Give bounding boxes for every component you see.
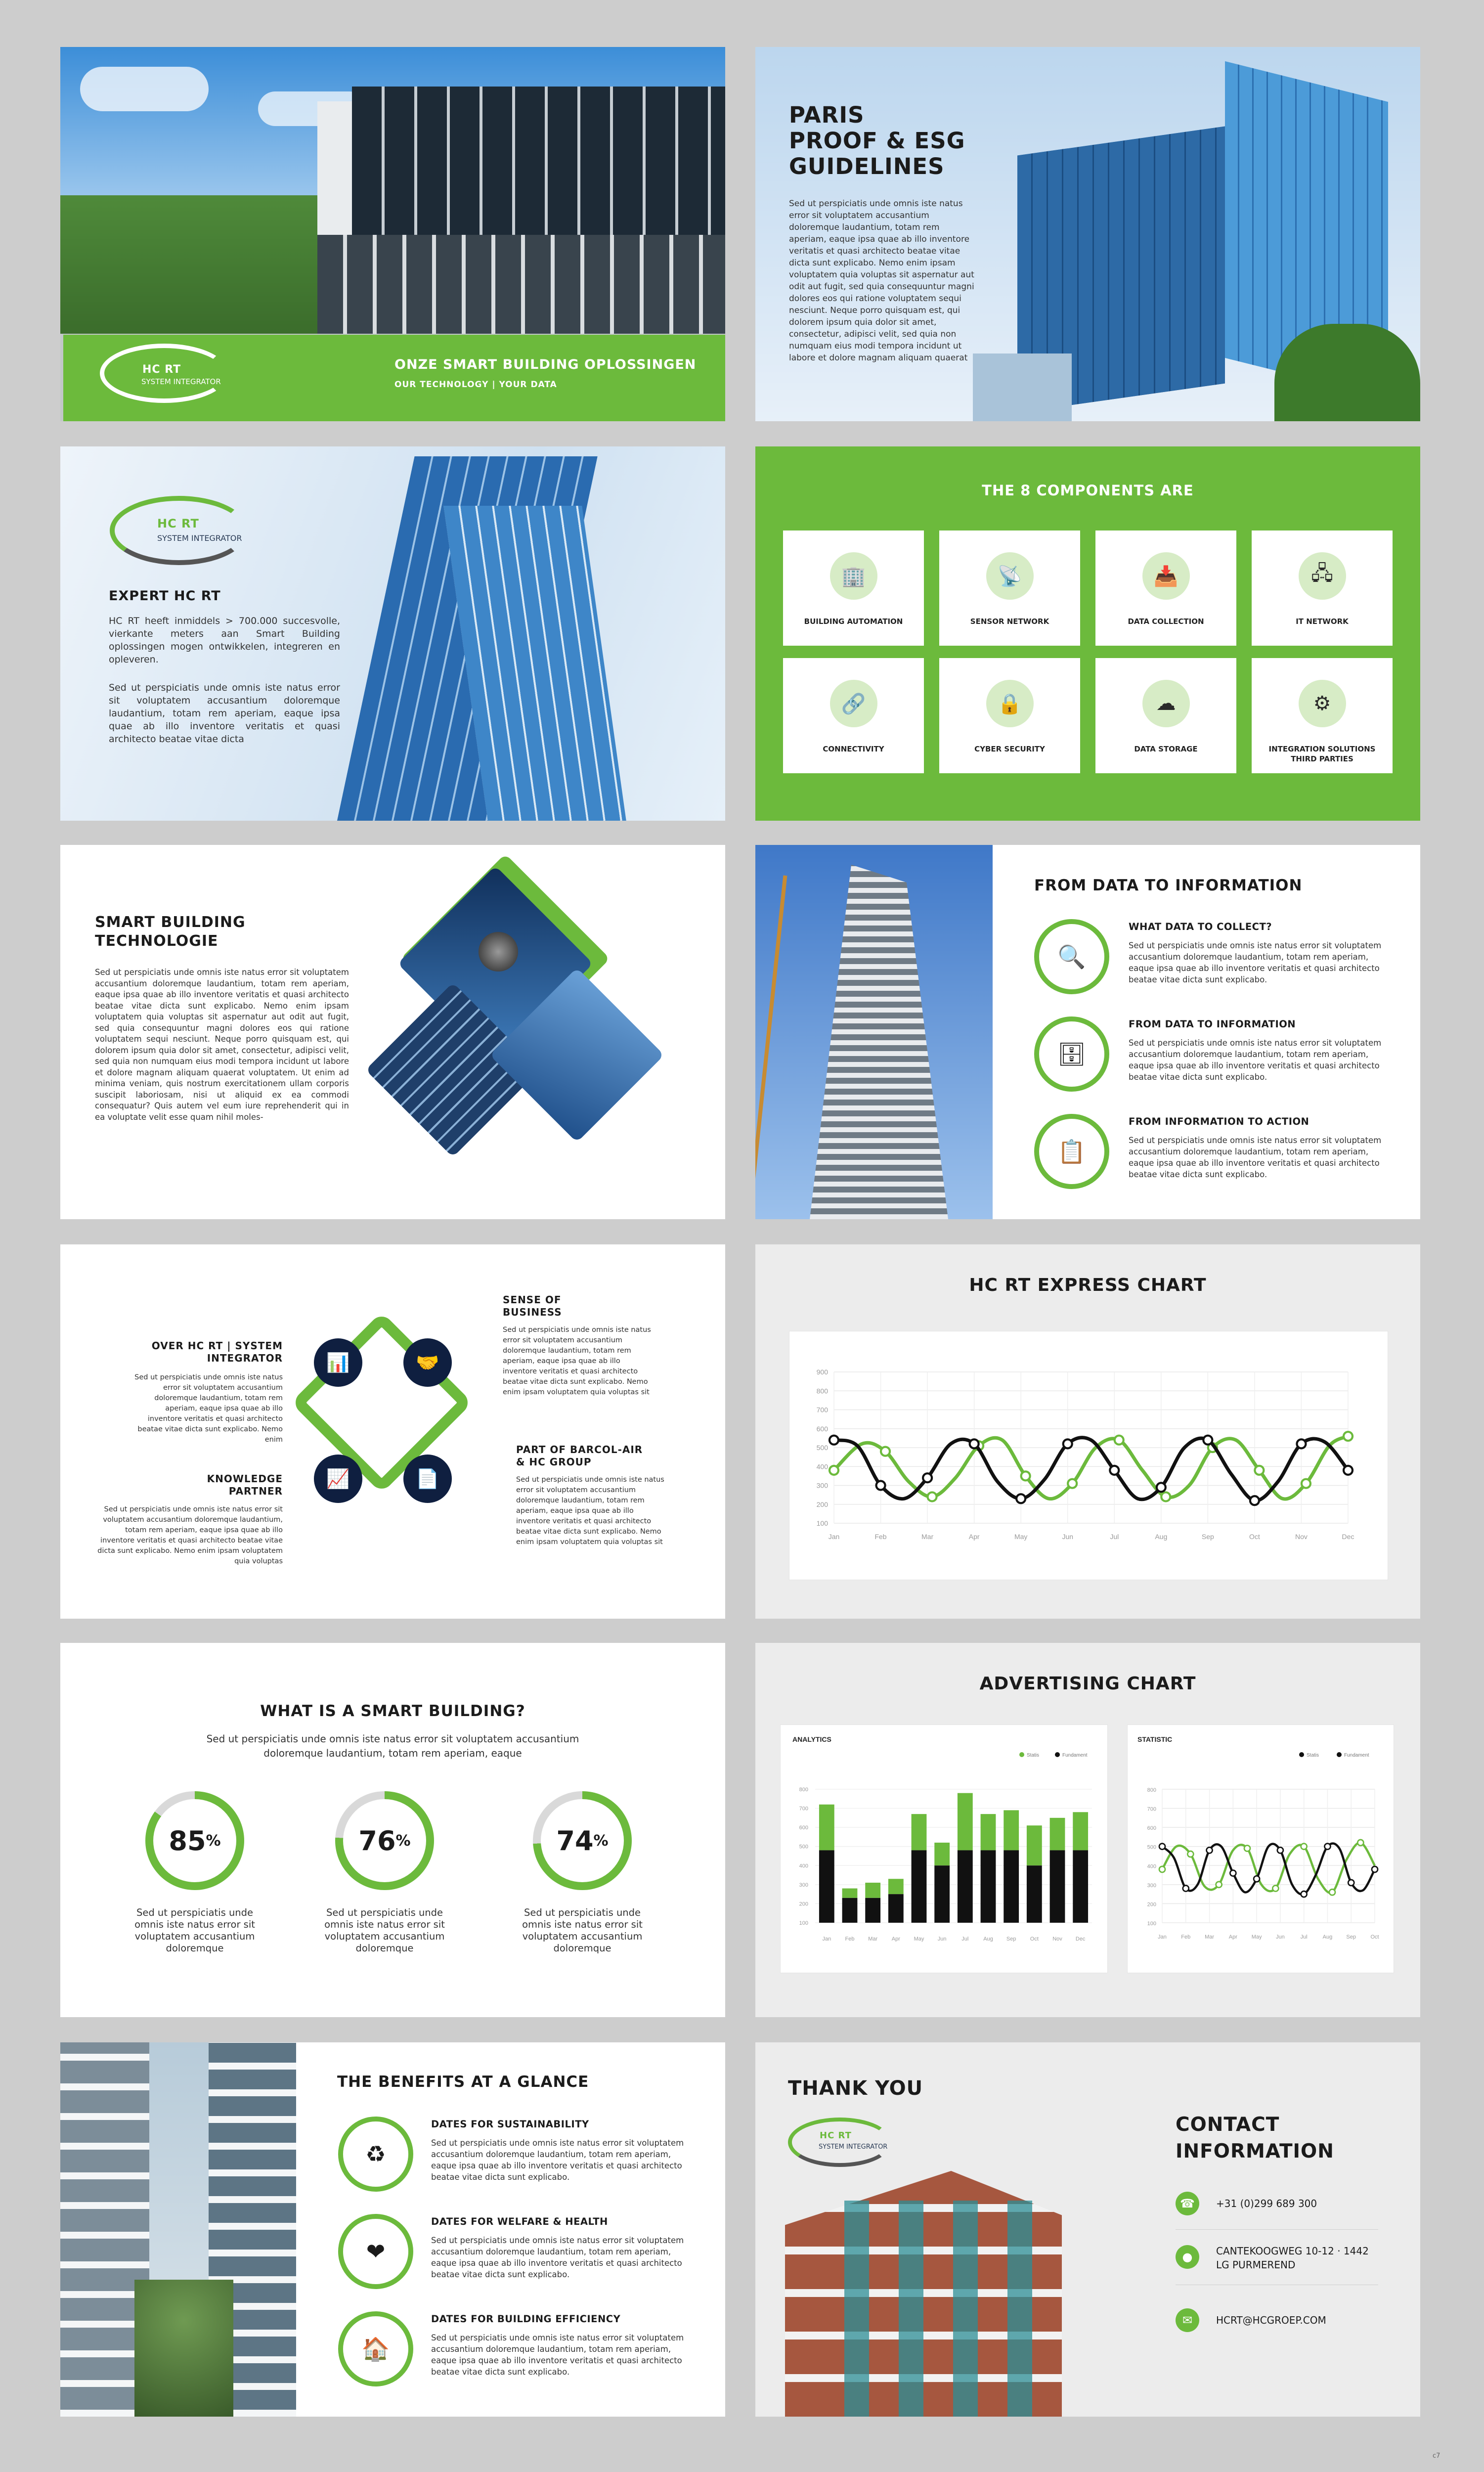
search-data-icon: 🔍 [1057, 943, 1086, 970]
body-text: Sed ut perspiciatis unde omnis iste natus error sit voluptatem accusantium doloremque laudantium, totam rem aperiam, eaque ipsa quae ab illo inventore veritatis et quasi architecto beatae vitae dicta [109, 682, 340, 745]
x-tick-label: May [1014, 1533, 1028, 1541]
growth-chart-icon: 📈 [314, 1455, 362, 1503]
component-label: CYBER SECURITY [974, 745, 1045, 753]
percent-number: 74 [556, 1825, 594, 1856]
stat-caption: Sed ut perspiciatis unde omnis iste natus error sit voluptatem accusantium doloremque [522, 1907, 643, 1954]
phone-icon: ☎ [1176, 2192, 1199, 2215]
component-label: INTEGRATION SOLUTIONS THIRD PARTIES [1268, 745, 1376, 763]
x-tick-label: Jan [828, 1533, 840, 1541]
logo-swoosh-icon [788, 2118, 892, 2167]
data-collection-icon: 📥 [1142, 552, 1190, 600]
bar-segment-statis [865, 1883, 880, 1898]
x-tick-label: Feb [845, 1936, 855, 1942]
component-label: DATA COLLECTION [1128, 617, 1204, 626]
stat-caption: Sed ut perspiciatis unde omnis iste natus error sit voluptatem accusantium doloremque [134, 1907, 255, 1954]
slide-title: HC RT EXPRESS CHART [969, 1275, 1207, 1295]
slide-data-to-information [755, 845, 1420, 1219]
slide-title: SMART BUILDING TECHNOLOGIE [95, 914, 246, 950]
slide-paris-proof [755, 47, 1420, 421]
divider [1176, 2229, 1378, 2230]
slide-title: EXPERT HC RT [109, 588, 221, 604]
x-tick-label: Dec [1075, 1936, 1086, 1942]
x-tick-label: Jun [1062, 1533, 1074, 1541]
bar-segment-fundament [1027, 1865, 1042, 1923]
percent-sign: % [395, 1832, 411, 1850]
building-icon: 🏢 [830, 552, 877, 600]
x-tick-label: Aug [983, 1936, 993, 1942]
slide-expert-hcrt [60, 446, 725, 821]
x-tick-label: Sep [1201, 1533, 1214, 1541]
data-point [1016, 1494, 1025, 1503]
address: CANTEKOOGWEG 10-12 · 1442 LG PURMEREND [1216, 2245, 1369, 2271]
slide-title: PARIS PROOF & ESG GUIDELINES [789, 102, 965, 179]
y-tick-label: 600 [816, 1424, 828, 1433]
data-point [1329, 1889, 1335, 1895]
network-icon: 🖧 [1299, 552, 1346, 600]
y-tick-label: 400 [799, 1863, 808, 1869]
item-title: DATES FOR WELFARE & HEALTH [431, 2216, 608, 2227]
email-address[interactable]: HCRT@HCGROEP.COM [1216, 2314, 1326, 2326]
legend-label: Statis [1307, 1753, 1319, 1758]
data-point [1157, 1483, 1166, 1492]
bar-segment-statis [1073, 1812, 1088, 1850]
chart-card [789, 1331, 1388, 1580]
item-title: DATES FOR SUSTAINABILITY [431, 2119, 589, 2130]
data-point [1244, 1846, 1250, 1852]
apartment-photo [755, 2141, 1131, 2417]
data-point [1207, 1847, 1213, 1853]
item-title: FROM INFORMATION TO ACTION [1129, 1116, 1309, 1127]
logo-text: HC RT [820, 2130, 852, 2141]
data-point [1324, 1844, 1330, 1850]
sensor-photo [479, 932, 518, 971]
data-point [1277, 1847, 1283, 1853]
data-point [829, 1466, 838, 1475]
slide-smart-building-technologie [60, 845, 725, 1219]
bar-segment-statis [888, 1879, 904, 1894]
data-point [1203, 1436, 1212, 1445]
percentage-ring [145, 1791, 244, 1890]
x-tick-label: Sep [1006, 1936, 1016, 1942]
legend-swatch [1055, 1752, 1060, 1757]
connectivity-icon: 🔗 [830, 680, 877, 727]
slide-advertising-chart [755, 1643, 1420, 2017]
y-tick-label: 200 [1147, 1901, 1156, 1908]
x-tick-label: Oct [1249, 1533, 1260, 1541]
intro-text: HC RT heeft inmiddels > 700.000 succesvolle, vierkante meters aan Smart Building oplossingen mogen ontwikkelen, integreren en opleveren. [109, 616, 340, 665]
data-point [970, 1439, 979, 1448]
over-hcrt-title: OVER HC RT | SYSTEM INTEGRATOR [151, 1340, 283, 1364]
item-title: WHAT DATA TO COLLECT? [1129, 921, 1272, 932]
x-tick-label: Jun [1276, 1934, 1285, 1940]
express-line-chart [789, 1331, 1389, 1581]
bar-segment-fundament [934, 1865, 950, 1923]
x-tick-label: Apr [968, 1533, 980, 1541]
item-title: FROM DATA TO INFORMATION [1129, 1018, 1296, 1030]
y-tick-label: 300 [816, 1481, 828, 1490]
data-point [1254, 1876, 1260, 1882]
x-tick-label: Nov [1052, 1936, 1062, 1942]
building-efficiency-icon: 🏠 [361, 2335, 390, 2362]
data-point [1161, 1492, 1170, 1501]
y-tick-label: 800 [799, 1787, 808, 1793]
chart-title: ANALYTICS [792, 1735, 831, 1743]
bar-segment-statis [1004, 1810, 1019, 1850]
data-point [1250, 1496, 1259, 1505]
y-tick-label: 300 [799, 1882, 808, 1888]
y-tick-label: 700 [799, 1806, 808, 1812]
info-circle [1034, 1114, 1109, 1189]
slide-title: THE BENEFITS AT A GLANCE [337, 2073, 589, 2091]
item-text: Sed ut perspiciatis unde omnis iste natus error sit voluptatem accusantium doloremque laudantium, totam rem aperiam, eaque ipsa quae ab illo inventore veritatis et quasi architecto beatae vitae dicta sunt explicabo. [1129, 1136, 1382, 1179]
item-text: Sed ut perspiciatis unde omnis iste natus error sit voluptatem accusantium doloremque laudantium, totam rem aperiam, eaque ipsa quae ab illo inventore veritatis et quasi architecto beatae vitae dicta sunt explicabo. [1129, 1038, 1382, 1082]
body-text: Sed ut perspiciatis unde omnis iste natus error sit voluptatem accusantium doloremque laudantium, totam rem aperiam, eaque ipsa quae ab illo inventore veritatis et quasi architecto beatae vitae dicta sunt explicabo. Nemo enim ipsam voluptatem quia voluptas sit aspernatur aut odit aut fugit, sed quia consequuntur magni dolores eos qui ratione voluptatem sequi nesciunt. Neque porro quisquam est, qui dolorem ipsum quia dolor sit amet, consectetur, adipisci velit, sed quia non numquam eius modi tempora incidunt ut labore et dolore magnam aliquam quaerat voluptatem. Ut enim ad minima veniam, quis nostrum exercitationem ullam corporis suscipit laboriosam, nisi ut aliquid ex ea commodi consequatur? Quis autem vel eum iure reprehenderit qui in ea voluptate velit esse quam nihil moles- [95, 968, 349, 1122]
stat-caption: Sed ut perspiciatis unde omnis iste natus error sit voluptatem accusantium doloremque [324, 1907, 445, 1954]
x-tick-label: Apr [891, 1936, 900, 1942]
component-tile [939, 530, 1080, 646]
y-tick-label: 100 [816, 1519, 828, 1527]
slide-subtitle: OUR TECHNOLOGY | YOUR DATA [394, 380, 557, 390]
bar-segment-statis [958, 1793, 973, 1851]
database-icon: 🗄 [1057, 1040, 1087, 1067]
atrium-photo [60, 2042, 296, 2417]
y-tick-label: 400 [1147, 1863, 1156, 1870]
bar-segment-fundament [958, 1850, 973, 1923]
location-pin-icon: ● [1176, 2245, 1199, 2269]
data-point [1115, 1436, 1124, 1445]
x-tick-label: May [914, 1936, 924, 1942]
data-point [1344, 1432, 1353, 1441]
component-label: CONNECTIVITY [823, 745, 884, 753]
percent-sign: % [206, 1832, 221, 1850]
data-point [928, 1492, 937, 1501]
health-hands-icon: ❤ [366, 2238, 386, 2265]
email-icon: ✉ [1176, 2308, 1199, 2332]
percent-sign: % [593, 1832, 609, 1850]
series-line [834, 1438, 1348, 1501]
component-label: DATA STORAGE [1134, 745, 1198, 753]
over-hcrt-text: Sed ut perspiciatis unde omnis iste natus error sit voluptatem accusantium doloremque laudantium, totam rem aperiam, eaque ipsa quae ab illo inventore veritatis et quasi architecto beatae vitae dicta sunt explicabo. Nemo enim [134, 1373, 283, 1444]
barcol-air-title: PART OF BARCOL-AIR & HC GROUP [516, 1444, 643, 1468]
slide-thank-you [755, 2042, 1420, 2417]
component-tile [783, 530, 924, 646]
percent-number: 85 [169, 1825, 206, 1856]
bar-segment-statis [912, 1814, 927, 1850]
security-icon: 🔒 [986, 680, 1034, 727]
y-tick-label: 200 [799, 1901, 808, 1907]
data-point [1357, 1840, 1363, 1846]
item-text: Sed ut perspiciatis unde omnis iste natus error sit voluptatem accusantium doloremque laudantium, totam rem aperiam, eaque ipsa quae ab illo inventore veritatis et quasi architecto beatae vitae dicta sunt explicabo. [431, 2138, 684, 2182]
y-tick-label: 300 [1147, 1882, 1156, 1889]
y-tick-label: 700 [816, 1406, 828, 1414]
slide-express-chart [755, 1244, 1420, 1619]
data-point [1372, 1866, 1378, 1872]
knowledge-partner-title: KNOWLEDGE PARTNER [207, 1473, 283, 1497]
item-text: Sed ut perspiciatis unde omnis iste natus error sit voluptatem accusantium doloremque laudantium, totam rem aperiam, eaque ipsa quae ab illo inventore veritatis et quasi architecto beatae vitae dicta sunt explicabo. [431, 2333, 684, 2377]
slide-8-components [755, 446, 1420, 821]
data-point [1348, 1880, 1354, 1886]
logo-subtext: SYSTEM INTEGRATOR [141, 377, 221, 386]
logo-subtext: SYSTEM INTEGRATOR [819, 2143, 888, 2151]
bar-segment-fundament [1073, 1850, 1088, 1923]
x-tick-label: Jul [961, 1936, 969, 1942]
tower-crane-photo [755, 845, 993, 1219]
data-point [881, 1447, 890, 1456]
bar-segment-statis [981, 1814, 996, 1850]
benefit-circle [338, 2311, 413, 2386]
y-tick-label: 100 [1147, 1921, 1156, 1927]
percent-number: 76 [358, 1825, 396, 1856]
data-point [1063, 1439, 1072, 1448]
item-text: Sed ut perspiciatis unde omnis iste natus error sit voluptatem accusantium doloremque laudantium, totam rem aperiam, eaque ipsa quae ab illo inventore veritatis et quasi architecto beatae vitae dicta sunt explicabo. [431, 2236, 684, 2279]
presentation-icon: 📊 [314, 1338, 362, 1387]
x-tick-label: Mar [921, 1533, 934, 1541]
x-tick-label: Oct [1370, 1934, 1379, 1940]
x-tick-label: Apr [1228, 1934, 1237, 1940]
y-tick-label: 500 [816, 1444, 828, 1452]
data-point [1301, 1891, 1307, 1897]
documents-icon: 📄 [403, 1455, 452, 1503]
bar-segment-fundament [888, 1894, 904, 1923]
x-tick-label: May [1251, 1934, 1262, 1940]
x-tick-label: Feb [874, 1533, 887, 1541]
logo-text: HC RT [157, 517, 199, 530]
body-text: Sed ut perspiciatis unde omnis iste natus error sit voluptatem accusantium doloremque laudantium, totam rem aperiam, eaque ipsa quae ab illo inventore veritatis et quasi architecto beatae vitae dicta sunt explicabo. Nemo enim ipsam voluptatem quia voluptas sit aspernatur aut odit aut fugit, sed quia consequuntur magni dolores eos qui ratione voluptatem sequi nesciunt. Neque porro quisquam est, qui dolorem ipsum quia dolor sit amet, consectetur, adipisci velit, sed quia non numquam eius modi tempora incidunt ut labore et dolore magnam aliquam quaerat [789, 199, 974, 363]
clipboard-icon: 📋 [1057, 1138, 1086, 1165]
slide-title: ONZE SMART BUILDING OPLOSSINGEN [394, 357, 697, 372]
integration-icon: ⚙ [1299, 680, 1346, 727]
y-tick-label: 500 [799, 1844, 808, 1850]
component-label: SENSOR NETWORK [970, 617, 1049, 626]
data-point [1344, 1466, 1353, 1475]
contact-title: CONTACT INFORMATION [1176, 2114, 1334, 2163]
y-tick-label: 200 [816, 1500, 828, 1508]
slide-subtitle: Sed ut perspiciatis unde omnis iste natus error sit voluptatem accusantium doloremque laudantium, totam rem aperiam, eaque [206, 1733, 579, 1759]
bar-segment-statis [1027, 1825, 1042, 1865]
x-tick-label: Jul [1300, 1934, 1308, 1940]
y-tick-label: 800 [816, 1387, 828, 1395]
y-tick-label: 600 [1147, 1825, 1156, 1832]
slide-title: THE 8 COMPONENTS ARE [982, 482, 1194, 499]
x-tick-label: Mar [1205, 1934, 1215, 1940]
logo-subtext: SYSTEM INTEGRATOR [157, 533, 242, 543]
x-tick-label: Sep [1346, 1934, 1356, 1940]
handshake-icon: 🤝 [403, 1338, 452, 1387]
component-label: IT NETWORK [1296, 617, 1349, 626]
data-point [1159, 1844, 1165, 1850]
bar-segment-fundament [819, 1850, 834, 1923]
bar-segment-statis [842, 1889, 858, 1898]
bar-segment-statis [819, 1805, 834, 1851]
sustainability-icon: ♻ [365, 2141, 386, 2167]
item-title: DATES FOR BUILDING EFFICIENCY [431, 2313, 621, 2325]
logo-swoosh-icon [110, 496, 248, 565]
data-point [876, 1481, 885, 1490]
slide-what-is-smart-building [60, 1643, 725, 2017]
slide-title: ADVERTISING CHART [979, 1674, 1196, 1694]
legend-label: Fundament [1062, 1753, 1088, 1758]
data-point [1216, 1882, 1222, 1888]
component-tile [1095, 530, 1236, 646]
percentage-value [343, 1799, 426, 1882]
x-tick-label: Jun [937, 1936, 947, 1942]
x-tick-label: Nov [1295, 1533, 1308, 1541]
data-point [1297, 1439, 1306, 1448]
sense-of-business-title: SENSE OF BUSINESS [503, 1294, 562, 1318]
x-tick-label: Jul [1110, 1533, 1119, 1541]
statistic-line-chart [1128, 1725, 1395, 1974]
component-tile [1252, 530, 1393, 646]
bar-segment-fundament [1004, 1850, 1019, 1923]
benefit-circle [338, 2214, 413, 2289]
sense-of-business-text: Sed ut perspiciatis unde omnis iste natus error sit voluptatem accusantium doloremque laudantium, totam rem aperiam, eaque ipsa quae ab illo inventore veritatis et quasi architecto beatae vitae dicta sunt explicabo. Nemo enim ipsam voluptatem quia voluptas sit [503, 1326, 651, 1396]
legend-label: Statis [1027, 1753, 1040, 1758]
y-tick-label: 900 [816, 1368, 828, 1376]
data-point [1187, 1851, 1193, 1857]
data-point [1068, 1479, 1077, 1488]
percentage-ring [533, 1791, 632, 1890]
slide-benefits [60, 2042, 725, 2417]
slide-smart-building-oplossingen [60, 47, 725, 421]
bar-segment-statis [934, 1843, 950, 1865]
data-point [829, 1436, 838, 1445]
legend-swatch [1299, 1752, 1304, 1757]
x-tick-label: Jan [822, 1936, 831, 1942]
analytics-card [780, 1724, 1108, 1973]
bar-segment-fundament [912, 1850, 927, 1923]
legend-swatch [1019, 1752, 1024, 1757]
analytics-bar-chart [781, 1725, 1108, 1974]
data-point [1230, 1870, 1236, 1876]
x-tick-label: Jan [1158, 1934, 1167, 1940]
component-label: BUILDING AUTOMATION [804, 617, 903, 626]
x-tick-label: Oct [1030, 1936, 1039, 1942]
component-tile [783, 658, 924, 773]
sensor-icon: 📡 [986, 552, 1034, 600]
logo-text: HC RT [142, 363, 181, 376]
phone-number[interactable]: +31 (0)299 689 300 [1216, 2198, 1317, 2209]
info-circle [1034, 919, 1109, 994]
statistic-card [1127, 1724, 1394, 1973]
bar-segment-statis [1050, 1818, 1065, 1851]
data-point [923, 1473, 932, 1482]
data-point [1183, 1886, 1189, 1892]
item-text: Sed ut perspiciatis unde omnis iste natus error sit voluptatem accusantium doloremque laudantium, totam rem aperiam, eaque ipsa quae ab illo inventore veritatis et quasi architecto beatae vitae dicta sunt explicabo. [1129, 941, 1382, 984]
x-tick-label: Aug [1322, 1934, 1333, 1940]
legend-swatch [1337, 1752, 1342, 1757]
chart-title: STATISTIC [1137, 1735, 1173, 1743]
bar-segment-fundament [1050, 1850, 1065, 1923]
y-tick-label: 700 [1147, 1806, 1156, 1812]
info-circle [1034, 1016, 1109, 1092]
knowledge-partner-text: Sed ut perspiciatis unde omnis iste natus error sit voluptatem accusantium doloremque laudantium, totam rem aperiam, eaque ipsa quae ab illo inventore veritatis et quasi architecto beatae vitae dicta sunt explicabo. Nemo enim ipsam voluptatem quia voluptas [97, 1505, 283, 1565]
component-tile [1252, 658, 1393, 773]
barcol-air-text: Sed ut perspiciatis unde omnis iste natus error sit voluptatem accusantium doloremque laudantium, totam rem aperiam, eaque ipsa quae ab illo inventore veritatis et quasi architecto beatae vitae dicta sunt explicabo. Nemo enim ipsam voluptatem quia voluptas sit [516, 1476, 664, 1546]
y-tick-label: 500 [1147, 1844, 1156, 1851]
percentage-ring [335, 1791, 434, 1890]
data-point [1159, 1866, 1165, 1872]
bar-segment-fundament [981, 1850, 996, 1923]
data-point [1021, 1471, 1030, 1480]
x-tick-label: Mar [868, 1936, 878, 1942]
x-tick-label: Dec [1342, 1533, 1354, 1541]
y-tick-label: 100 [799, 1920, 808, 1926]
percentage-value [153, 1799, 236, 1882]
bar-segment-fundament [842, 1898, 858, 1923]
slide-title: THANK YOU [788, 2077, 923, 2100]
data-point [1301, 1844, 1307, 1850]
legend-label: Fundament [1344, 1753, 1369, 1758]
benefit-circle [338, 2117, 413, 2192]
y-tick-label: 800 [1147, 1787, 1156, 1793]
footer-mark: c7 [1433, 2452, 1440, 2460]
x-tick-label: Feb [1181, 1934, 1191, 1940]
data-point [1272, 1886, 1278, 1892]
percentage-value [541, 1799, 624, 1882]
cloud-storage-icon: ☁ [1142, 680, 1190, 727]
component-tile [939, 658, 1080, 773]
x-tick-label: Aug [1155, 1533, 1168, 1541]
slide-title: FROM DATA TO INFORMATION [1034, 877, 1303, 894]
y-tick-label: 600 [799, 1825, 808, 1831]
data-point [1255, 1466, 1264, 1475]
component-tile [1095, 658, 1236, 773]
slide-title: WHAT IS A SMART BUILDING? [260, 1702, 525, 1720]
slide-about-hcrt [60, 1244, 725, 1619]
data-point [1110, 1466, 1119, 1475]
bar-segment-fundament [865, 1898, 880, 1923]
y-tick-label: 400 [816, 1462, 828, 1471]
data-point [1302, 1479, 1310, 1488]
series-line [1162, 1843, 1375, 1893]
